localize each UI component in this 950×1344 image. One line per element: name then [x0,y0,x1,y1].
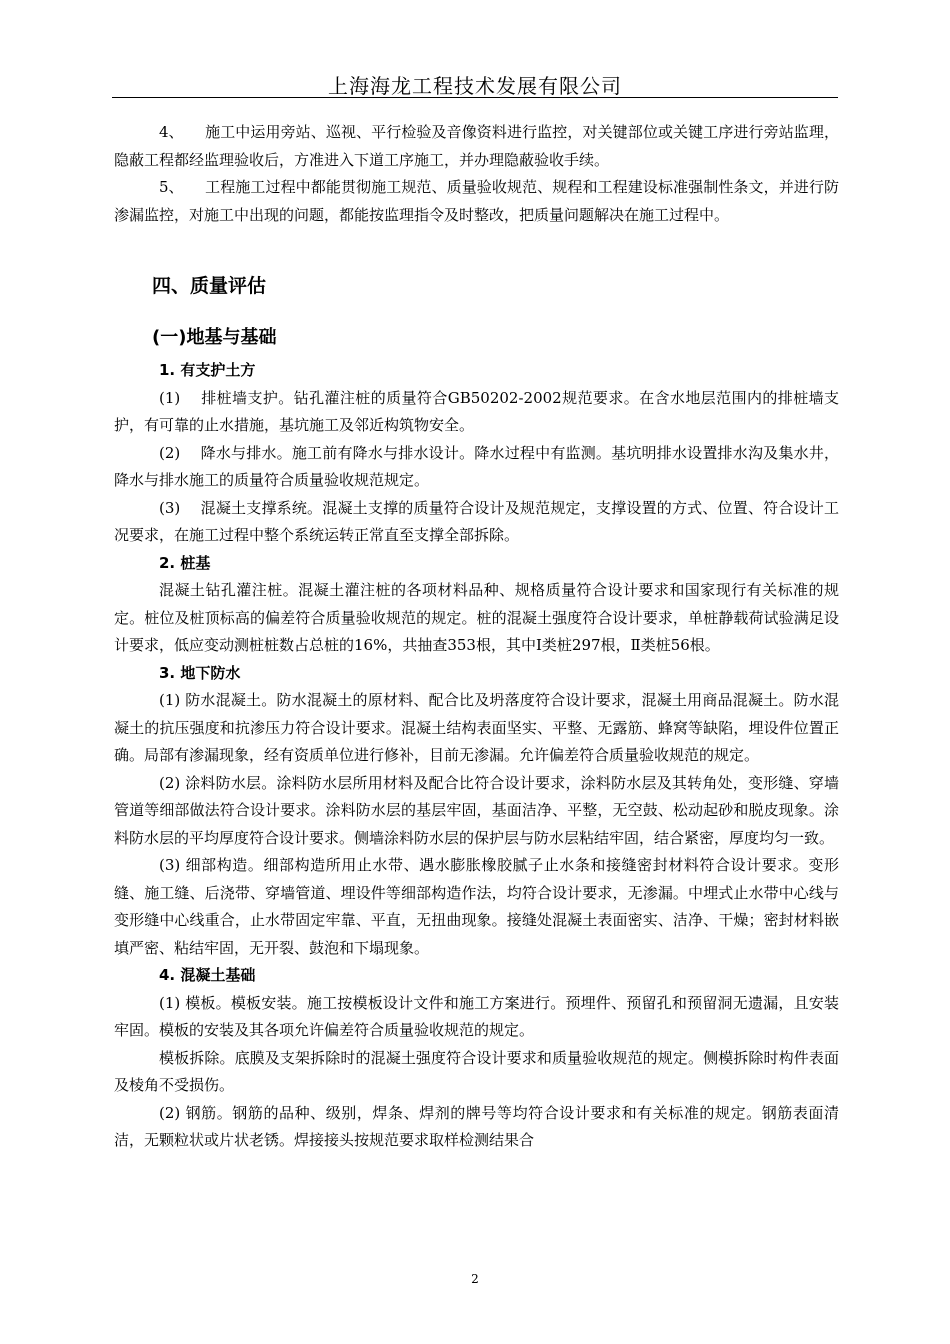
item-text: 施工中运用旁站、巡视、平行检验及音像资料进行监控，对关键部位或关键工序进行旁站监理，隐蔽工程都经监理验收后，方准进入下道工序施工，并办理隐蔽验收手续。 [114,123,839,169]
paragraph: 模板拆除。底膜及支架拆除时的混凝土强度符合设计要求和质量验收规范的规定。侧模拆除时构件表面及棱角不受损伤。 [114,1048,839,1094]
page-header: 上海海龙工程技术发展有限公司 [328,74,622,98]
sub-heading-3: 3. 地下防水 [159,663,241,682]
document-body [114,119,839,1155]
paragraph: (1) 排桩墙支护。钻孔灌注桩的质量符合GB50202-2002规范要求。在含水地层范围内的排桩墙支护，有可靠的止水措施，基坑施工及邻近构筑物安全。 [114,388,839,434]
paragraph: (2) 钢筋。钢筋的品种、级别，焊条、焊剂的牌号等均符合设计要求和有关标准的规定。钢筋表面清洁，无颗粒状或片状老锈。焊接接头按规范要求取样检测结果合 [114,1103,839,1149]
sub-heading-1: 1. 有支护土方 [159,361,256,379]
item-text: 工程施工过程中都能贯彻施工规范、质量验收规范、规程和工程建设标准强制性条文，并进行防渗漏监控，对施工中出现的问题，都能按监理指令及时整改，把质量问题解决在施工过程中。 [114,178,839,224]
paragraph: 混凝土钻孔灌注桩。混凝土灌注桩的各项材料品种、规格质量符合设计要求和国家现行有关标准的规定。桩位及桩顶标高的偏差符合质量验收规范的规定。桩的混凝土强度符合设计要求，单桩静载荷试验满足设计要求，低应变动测桩桩数占总桩的16%，共抽查353根，其中Ⅰ类桩297根，Ⅱ类桩56根。 [114,581,839,654]
paragraph: (1) 模板。模板安装。施工按模板设计文件和施工方案进行。预埋件、预留孔和预留洞无遗漏，且安装牢固。模板的安装及其各项允许偏差符合质量验收规范的规定。 [114,993,839,1039]
subsection-heading: (一)地基与基础 [152,327,277,348]
header-rule [112,97,838,98]
sub-heading-4: 4. 混凝土基础 [159,966,256,984]
paragraph: (3) 细部构造。细部构造所用止水带、遇水膨胀橡胶腻子止水条和接缝密封材料符合设计要求。变形缝、施工缝、后浇带、穿墙管道、埋设件等细部构造作法，均符合设计要求，无渗漏。中埋式止水带中心线与变形缝中心线重合，止水带固定牢靠、平直，无扭曲现象。接缝处混凝土表面密实、洁净、干燥；密封材料嵌填严密、粘结牢固，无开裂、鼓泡和下塌现象。 [114,856,839,957]
item-number: 4、 [159,123,184,141]
paragraph: (2) 涂料防水层。涂料防水层所用材料及配合比符合设计要求，涂料防水层及其转角处，变形缝、穿墙管道等细部做法符合设计要求。涂料防水层的基层牢固，基面洁净、平整，无空鼓、松动起砂和脱皮现象。涂料防水层的平均厚度符合设计要求。侧墙涂料防水层的保护层与防水层粘结牢固，结合紧密，厚度均匀一致。 [114,773,839,847]
sub-heading-2: 2. 桩基 [159,553,211,572]
section-heading: 四、质量评估 [152,275,267,297]
list-item [114,119,839,174]
paragraph: (2) 降水与排水。施工前有降水与排水设计。降水过程中有监测。基坑明排水设置排水沟及集水井，降水与排水施工的质量符合质量验收规范规定。 [114,443,839,489]
list-item [114,174,839,229]
item-number: 5、 [159,178,184,196]
page-number: 2 [471,1272,479,1286]
paragraph: (1) 防水混凝土。防水混凝土的原材料、配合比及坍落度符合设计要求，混凝土用商品混凝土。防水混凝土的抗压强度和抗渗压力符合设计要求。混凝土结构表面坚实、平整、无露筋、蜂窝等缺陷，埋设件位置正确。局部有渗漏现象，经有资质单位进行修补，目前无渗漏。允许偏差符合质量验收规范的规定。 [114,691,839,764]
paragraph: (3) 混凝土支撑系统。混凝土支撑的质量符合设计及规范规定，支撑设置的方式、位置、符合设计工况要求，在施工过程中整个系统运转正常直至支撑全部拆除。 [114,498,839,544]
